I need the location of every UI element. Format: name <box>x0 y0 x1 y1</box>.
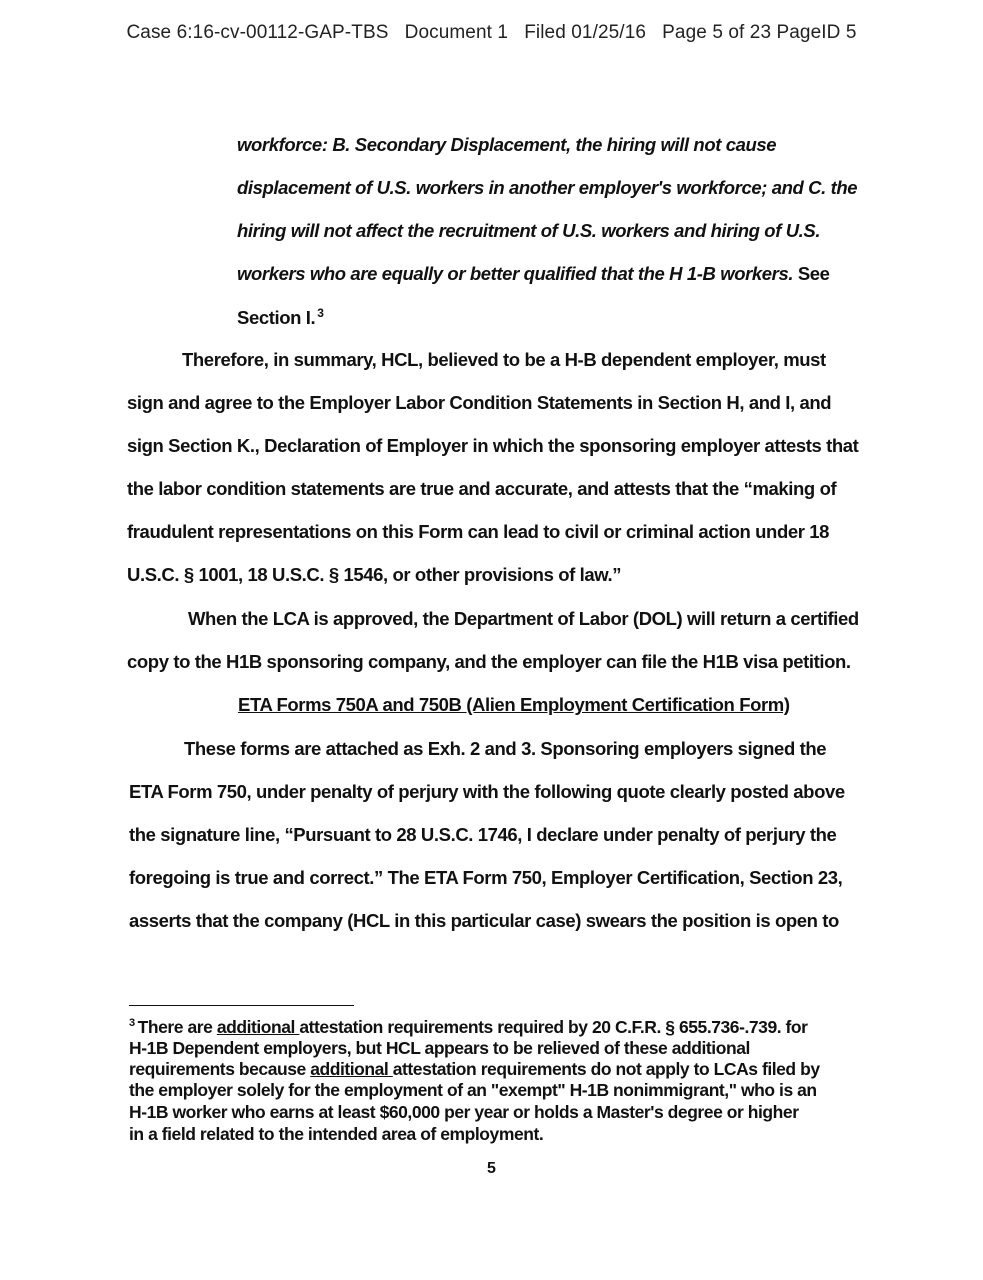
quote-line-3: hiring will not affect the recruitment of U.S. workers and hiring of U.S. <box>237 220 821 241</box>
section-heading: ETA Forms 750A and 750B (Alien Employment Certification Form) <box>238 694 790 715</box>
quote-line-2: displacement of U.S. workers in another employer's workforce; and C. the <box>237 177 858 198</box>
footnote-underlined-word: additional <box>216 1017 300 1037</box>
para1-line-1: Therefore, in summary, HCL, believed to be a H-B dependent employer, must <box>182 349 826 370</box>
page-number: 5 <box>487 1160 496 1177</box>
footnote-ref: 3 <box>317 305 324 320</box>
para3-line-4: foregoing is true and correct.” The ETA Form 750, Employer Certification, Section 23, <box>129 867 843 888</box>
para1-line-3: sign Section K., Declaration of Employer in which the sponsoring employer attests that <box>127 435 859 456</box>
quote-line-5 <box>237 307 324 329</box>
footnote-text: attestation requirements do not apply to LCAs filed by <box>392 1059 820 1079</box>
footnote-text: requirements because <box>129 1059 311 1079</box>
see-text: See <box>793 263 830 284</box>
para1-line-2: sign and agree to the Employer Labor Condition Statements in Section H, and I, and <box>127 392 832 413</box>
quote-line-4 <box>237 263 830 285</box>
para3-line-1: These forms are attached as Exh. 2 and 3. Sponsoring employers signed the <box>184 738 827 759</box>
case-header: Case 6:16-cv-00112-GAP-TBS Document 1 Filed 01/25/16 Page 5 of 23 PageID 5 <box>126 22 857 43</box>
footnote-line-1 <box>129 1017 808 1038</box>
para2-line-2: copy to the H1B sponsoring company, and the employer can file the H1B visa petition. <box>127 651 851 672</box>
para3-line-3: the signature line, “Pursuant to 28 U.S.C. 1746, I declare under penalty of perjury the <box>129 824 837 845</box>
section-ref: Section I. <box>237 307 316 328</box>
footnote-separator <box>129 1005 354 1006</box>
para2-line-1: When the LCA is approved, the Department of Labor (DOL) will return a certified <box>188 608 859 629</box>
footnote-line-6: in a field related to the intended area of employment. <box>129 1124 544 1144</box>
footnote-line-3 <box>129 1059 820 1080</box>
para1-line-6: U.S.C. § 1001, 18 U.S.C. § 1546, or other provisions of law.” <box>127 564 622 585</box>
para1-line-4: the labor condition statements are true and accurate, and attests that the “making of <box>127 478 837 499</box>
footnote-line-4: the employer solely for the employment of an "exempt" H-1B nonimmigrant," who is an <box>129 1080 817 1100</box>
footnote-line-5: H-1B worker who earns at least $60,000 per year or holds a Master's degree or higher <box>129 1102 799 1122</box>
quote-line-1: workforce: B. Secondary Displacement, the hiring will not cause <box>237 134 777 155</box>
footnote-text: There are <box>137 1017 217 1037</box>
para3-line-5: asserts that the company (HCL in this particular case) swears the position is open to <box>129 910 839 931</box>
footnote-line-2: H-1B Dependent employers, but HCL appears to be relieved of these additional <box>129 1038 750 1058</box>
quote-line-4-text: workers who are equally or better qualified that the H 1-B workers. <box>237 263 794 284</box>
footnote-number: 3 <box>129 1017 135 1030</box>
footnote-text: attestation requirements required by 20 C.F.R. § 655.736-.739. for <box>299 1017 808 1037</box>
para1-line-5: fraudulent representations on this Form can lead to civil or criminal action under 18 <box>127 521 830 542</box>
para3-line-2: ETA Form 750, under penalty of perjury with the following quote clearly posted above <box>129 781 845 802</box>
footnote-underlined-word: additional <box>310 1059 393 1079</box>
